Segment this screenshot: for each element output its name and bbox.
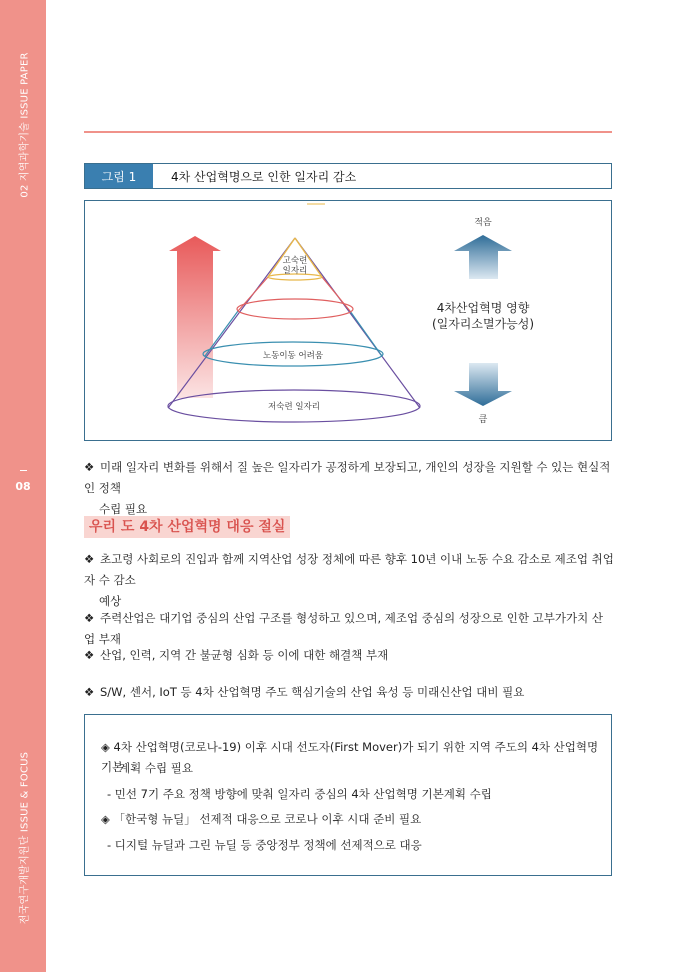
page-number-divider [20, 470, 27, 471]
pyramid-red-left [238, 277, 268, 311]
blue-down-arrow [454, 363, 512, 406]
p3-text: 주력산업은 대기업 중심의 산업 구조를 형성하고 있으며, 제조업 중심의 성장으로 인한 고부가가치 산업 부재 [84, 611, 603, 646]
impact-title-2: (일자리소멸가능성) [431, 317, 535, 331]
p2-line1: 초고령 사회로의 진입과 함께 지역산업 성장 정체에 따른 향후 10년 이내 노동 수요 감소로 제조업 취업자 수 감소 [84, 552, 614, 587]
pyramid-red-right [322, 277, 350, 311]
paragraph-imbalance [84, 645, 614, 666]
label-high-skill-1: 고숙련 [282, 256, 308, 266]
box-item1-line1: ◈ 4차 산업혁명(코로나-19) 이후 시대 선도자(First Mover)가 되기 위한 지역 주도의 4차 산업혁명 기본 [101, 740, 599, 774]
header-divider [84, 131, 612, 133]
section-title: 우리 도 4차 산업혁명 대응 절실 [84, 516, 290, 538]
figure-box [84, 200, 612, 441]
bullet-icon: ❖ [84, 552, 95, 566]
pyramid-right-edge [295, 238, 420, 408]
page-number: 08 [15, 480, 31, 493]
box-item2-line1: ◈ 「한국형 뉴딜」 선제적 대응으로 코로나 이후 시대 준비 필요 [101, 812, 422, 826]
bullet-icon: ❖ [84, 611, 95, 625]
label-mobility: 노동이동 어려움 [262, 351, 324, 361]
p4-text: 산업, 인력, 지역 간 불균형 심화 등 이에 대한 해결책 부재 [100, 648, 389, 662]
figure-diagram [85, 201, 613, 442]
box-item2-sub: - 디지털 뉴딜과 그린 뉴딜 등 중앙정부 정책에 선제적으로 대응 [107, 838, 422, 852]
bullet-icon: ❖ [84, 460, 95, 474]
running-title-bottom: 전국연구개발지원단 ISSUE & FOCUS [19, 751, 31, 925]
p1-line2: 수립 필요 [99, 502, 148, 516]
paragraph-tech [84, 682, 614, 703]
paragraph-industry [84, 608, 614, 650]
figure-header [84, 163, 612, 189]
ellipse-red [237, 299, 353, 319]
bullet-icon: ❖ [84, 685, 95, 699]
box-item1-sub: - 민선 7기 주요 정책 방향에 맞춰 일자리 중심의 4차 산업혁명 기본계획 수립 [107, 787, 492, 801]
label-high-impact: 큼 [478, 415, 488, 425]
paragraph-aging [84, 549, 614, 612]
impact-title-1: 4차산업혁명 영향 [436, 301, 530, 315]
p1-line1: 미래 일자리 변화를 위해서 질 높은 일자리가 공정하게 보장되고, 개인의 성장을 지원할 수 있는 현실적인 정책 [84, 460, 611, 495]
p2-line2: 예상 [99, 594, 122, 608]
running-title-top: 02 지역과학기술 ISSUE PAPER [19, 52, 31, 198]
figure-title: 4차 산업혁명으로 인한 일자리 감소 [171, 169, 357, 184]
p5-text: S/W, 센서, IoT 등 4차 산업혁명 주도 핵심기술의 산업 육성 등 미래신산업 대비 필요 [100, 685, 525, 699]
red-up-arrow [169, 236, 221, 398]
sidebar-band [0, 0, 46, 972]
summary-box [84, 714, 612, 876]
label-low-skill: 저숙련 일자리 [268, 402, 320, 412]
bullet-icon: ❖ [84, 648, 95, 662]
paragraph-future-jobs [84, 457, 614, 520]
figure-label: 그림 1 [85, 164, 153, 188]
label-low-impact: 적음 [474, 218, 492, 228]
label-high-skill-2: 일자리 [282, 266, 308, 276]
box-item1-line2: 계획 수립 필요 [119, 761, 193, 775]
